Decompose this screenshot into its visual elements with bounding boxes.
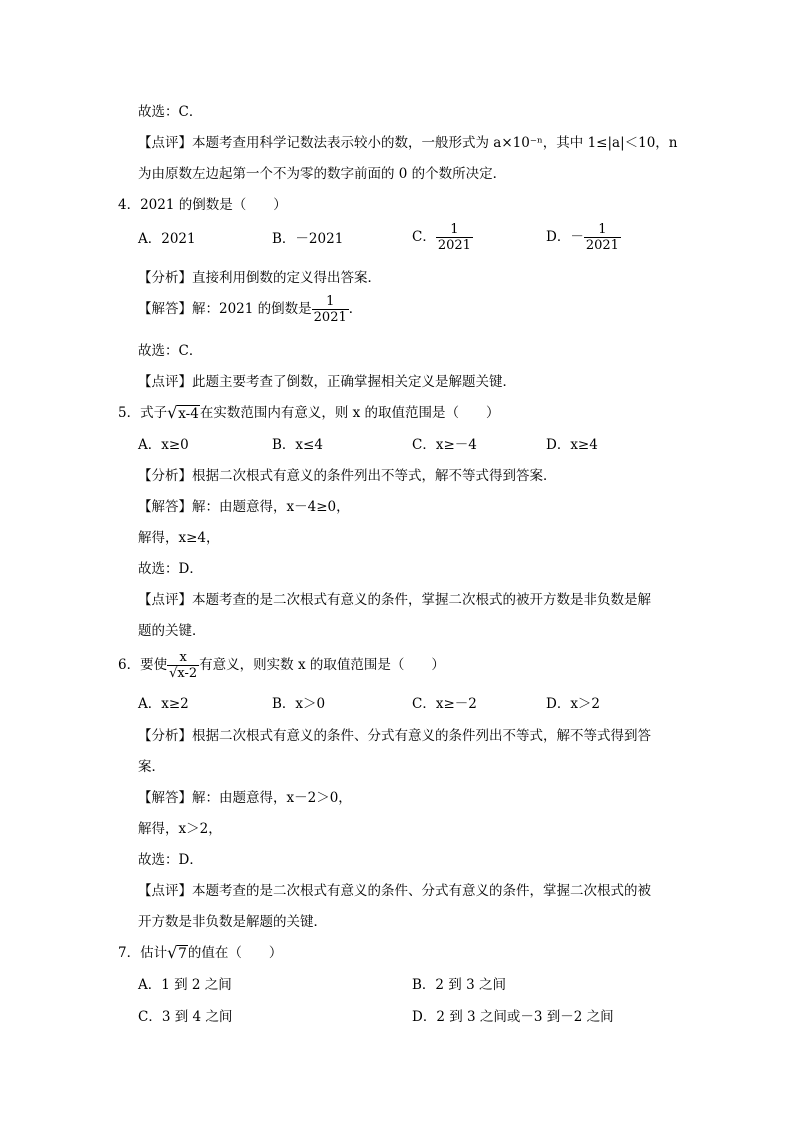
question-6-stem [118,650,445,681]
fraction-numerator: 1 [436,222,473,238]
q4-comment [138,373,516,391]
q6-option-b: B．x＞0 [272,696,326,712]
analysis-text: 根据二次根式有意义的条件、分式有意义的条件列出不等式，解不等式得到答 [192,728,651,744]
q6-option-a: A．x≥2 [138,696,189,712]
stem-pre: 5．式子 [118,405,168,421]
analysis-tag: 【分析】 [138,468,192,484]
q6-comment [138,882,651,900]
q5-comment-2: 题的关键． [138,623,206,639]
q7-option-d: D．2 到 3 之间或－3 到－2 之间 [412,1009,614,1025]
q7-option-c: C．3 到 4 之间 [138,1009,233,1025]
q4-option-a: A．2021 [138,231,196,247]
question-5-stem [118,404,500,423]
choice-line: 故选：C． [138,104,203,120]
answer-fraction [312,294,349,325]
q4-option-c-label: C． [412,229,436,245]
q6-option-c: C．x≥－2 [412,696,477,712]
q6-option-d: D．x＞2 [546,696,601,712]
question-7-stem [118,944,282,963]
comment-text: 本题考查的是二次根式有意义的条件、分式有意义的条件，掌握二次根式的被 [192,883,651,899]
answer-end: ． [348,301,363,317]
comment-tag: 【点评】 [138,883,192,899]
stem-pre: 6．要使 [118,657,168,673]
comment-line-2: 为由原数左边起第一个不为零的数字前面的 0 的个数所决定． [138,166,507,182]
stem-post: 在实数范围内有意义，则 x 的取值范围是（ ） [199,405,500,421]
q4-option-d [546,222,621,253]
stem-post: 有意义，则实数 x 的取值范围是（ ） [199,657,445,673]
fraction-denominator: 2021 [313,310,347,325]
comment-tag: 【点评】 [138,135,192,151]
comment-tag: 【点评】 [138,374,192,390]
answer-tag: 【解答】 [138,301,192,317]
stem-pre: 7．估计 [118,945,168,961]
comment-tag: 【点评】 [138,592,192,608]
radicand: x-2 [177,666,198,681]
q5-solve: 解得，x≥4， [138,530,220,546]
analysis-text: 根据二次根式有意义的条件列出不等式，解不等式得到答案． [192,468,557,484]
q6-choose: 故选：D． [138,852,203,868]
q4-option-b: B．－2021 [272,231,344,247]
stem-post: 的值在（ ） [187,945,283,961]
q5-option-b: B．x≤4 [272,437,323,453]
q4-choose: 故选：C． [138,343,203,359]
sqrt-expression: √x-4 [167,403,199,422]
q4-option-c-fraction [436,222,473,253]
stem-fraction [167,650,199,681]
fraction-denominator: √x-2 [169,666,198,681]
q6-solve: 解得，x＞2， [138,821,222,837]
analysis-text: 直接利用倒数的定义得出答案． [192,270,381,286]
q6-analysis [138,727,651,745]
comment-text: 此题主要考查了倒数，正确掌握相关定义是解题关键． [192,374,516,390]
answer-tag: 【解答】 [138,499,192,515]
q6-answer [138,789,352,807]
q7-option-a: A．1 到 2 之间 [138,977,232,993]
radicand: x-4 [178,406,199,422]
q5-comment [138,591,651,609]
question-4-stem: 4．2021 的倒数是（ ） [118,197,287,213]
sqrt-expression: √7 [167,943,187,962]
comment-text: 本题考查的是二次根式有意义的条件，掌握二次根式的被开方数是非负数是解 [192,592,651,608]
q5-option-c: C．x≥－4 [412,437,477,453]
comment-line [138,134,678,152]
fraction-numerator: 1 [312,294,349,310]
fraction-numerator: x [167,650,199,666]
q5-choose: 故选：D． [138,561,203,577]
q7-option-b: B．2 到 3 之间 [412,977,506,993]
q4-analysis [138,269,381,287]
radicand: 7 [178,946,187,962]
answer-tag: 【解答】 [138,790,192,806]
q5-analysis [138,467,557,485]
fraction-denominator: 2021 [437,238,471,253]
q6-analysis-2: 案． [138,759,165,775]
q4-option-d-fraction [584,222,621,253]
q6-comment-2: 开方数是非负数是解题的关键． [138,914,327,930]
q5-answer [138,498,350,516]
answer-text: 解：2021 的倒数是 [192,301,312,317]
analysis-tag: 【分析】 [138,728,192,744]
analysis-tag: 【分析】 [138,270,192,286]
comment-text: 本题考查用科学记数法表示较小的数，一般形式为 a×10⁻ⁿ，其中 1≤|a|＜10，n [192,135,678,151]
answer-text: 解：由题意得，x－2＞0， [192,790,352,806]
q4-answer [138,294,362,325]
q4-option-c [412,222,473,253]
fraction-numerator: 1 [584,222,621,238]
answer-text: 解：由题意得，x－4≥0， [192,499,350,515]
fraction-denominator: 2021 [585,238,619,253]
q4-option-d-label: D．－ [546,229,584,245]
q5-option-a: A．x≥0 [138,437,189,453]
q5-option-d: D．x≥4 [546,437,598,453]
